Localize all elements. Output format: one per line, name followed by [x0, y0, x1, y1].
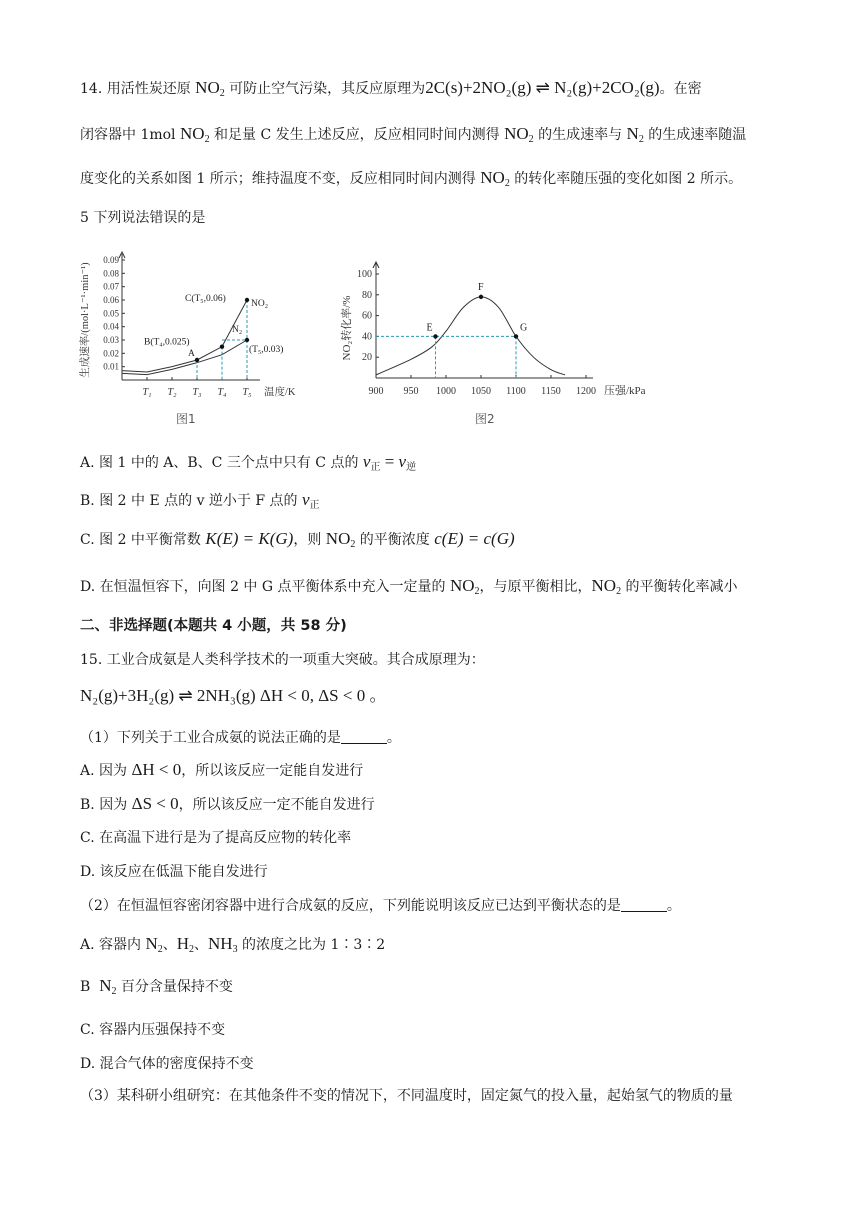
y-axis-label: NO₂转化率/%	[341, 295, 353, 361]
x-tick-label: 900	[368, 386, 384, 397]
x-tick-label: T₅	[242, 387, 252, 398]
y-axis-label: 生成速率/(mol·L⁻¹·min⁻¹)	[80, 262, 91, 378]
q15-part1-option-a: A. 因为 ΔH < 0，所以该反应一定能自发进行	[80, 760, 364, 779]
y-tick-label: 0.07	[103, 281, 119, 292]
figure-1-caption: 图1	[176, 412, 196, 426]
conversion-curve	[376, 297, 565, 375]
point-label-a: A	[188, 349, 195, 359]
data-point	[220, 344, 224, 348]
y-tick-label: 0.06	[103, 295, 119, 305]
data-point	[514, 334, 518, 338]
point-label-b: B(T₄,0.025)	[144, 337, 190, 348]
figure-1-chart	[74, 248, 304, 430]
point-label: E	[426, 322, 433, 334]
data-point	[245, 338, 249, 342]
y-tick-label: 0.03	[103, 335, 119, 345]
x-tick-label: T₁	[142, 387, 152, 398]
series-no2-line	[122, 300, 247, 372]
q15-equation: N₂(g)+3H₂(g) ⇌ 2NH₃(g) ΔH < 0, ΔS < 0 。	[80, 686, 387, 705]
q15-intro: 15. 工业合成氨是人类科学技术的一项重大突破。其合成原理为：	[80, 652, 485, 668]
data-point	[245, 298, 249, 302]
y-tick-label: 40	[362, 331, 372, 343]
y-tick-label: 20	[362, 352, 372, 364]
x-tick-label: 1000	[436, 386, 456, 397]
section-2-heading: 二、非选择题(本题共 4 小题，共 58 分)	[80, 618, 347, 634]
y-tick-label: 0.04	[103, 321, 119, 332]
q14-option-a: A. 图 1 中的 A、B、C 三个点中只有 C 点的 $v_正 = v_逆$	[80, 452, 417, 473]
x-axis-label: 温度/K	[264, 387, 296, 398]
x-tick-label: 1200	[576, 386, 596, 397]
point-label-c: C(T₅,0.06)	[185, 294, 226, 304]
q14-option-b: B. 图 2 中 E 点的 v 逆小于 F 点的 $v_正$	[80, 490, 320, 511]
data-point	[479, 295, 483, 299]
series-label-no2: NO₂	[251, 299, 269, 309]
q15-part2: （2）在恒温恒容密闭容器中进行合成氨的反应，下列能说明该反应已达到平衡状态的是 。	[80, 898, 681, 914]
x-tick-label: 1150	[541, 386, 561, 397]
series-label-n2: N₂	[232, 325, 243, 335]
x-axis-label: 压强/kPa	[604, 385, 646, 397]
figure-2-chart	[330, 258, 680, 403]
y-tick-label: 0.08	[103, 268, 119, 279]
x-tick-label: 950	[403, 386, 419, 397]
q15-part2-option-c: C. 容器内压强保持不变	[80, 1022, 226, 1038]
x-tick-label: 1100	[506, 386, 526, 397]
q14-option-c: C. 图 2 中平衡常数 K(E) = K(G)，则 $NO_2$ 的平衡浓度 c(E) = c(G)	[80, 529, 515, 550]
point-label: F	[478, 281, 484, 293]
y-tick-label: 0.02	[103, 348, 119, 359]
q15-part3: （3）某科研小组研究：在其他条件不变的情况下，不同温度时，固定氮气的投入量，起始氢气的物质的量	[80, 1088, 733, 1104]
data-point	[195, 358, 199, 362]
q14-reaction-equation: 2C(s)+2NO₂(g) ⇌ N₂(g)+2CO₂(g)	[425, 78, 660, 97]
point-label: G	[520, 322, 528, 334]
q15-part1-option-c: C. 在高温下进行是为了提高反应物的转化率	[80, 830, 352, 846]
q15-part1-option-b: B. 因为 ΔS < 0，所以该反应一定不能自发进行	[80, 794, 375, 813]
x-tick-label: T₃	[192, 387, 202, 398]
q15-part1-option-d: D. 该反应在低温下能自发进行	[80, 864, 268, 880]
x-tick-label: 1050	[471, 386, 491, 397]
x-tick-label: T₄	[217, 387, 227, 398]
q14-line2: 闭容器中 1mol $NO_2$ 和足量 C 发生上述反应，反应相同时间内测得 $NO_2$ 的生成速率与 $N_2$ 的生成速率随温	[80, 124, 747, 145]
q14-line3: 度变化的关系如图 1 所示；维持温度不变，反应相同时间内测得 $NO_2$ 的转化率随压强的变化如图 2 所示。	[80, 168, 743, 189]
q14-line1: 14. 用活性炭还原 $NO_2$ 可防止空气污染，其反应原理为2C(s)+2NO₂(g) ⇌ N₂(g)+2CO₂(g)。在密	[80, 78, 702, 99]
answer-blank-2[interactable]	[621, 897, 667, 912]
y-tick-label: 80	[362, 289, 372, 301]
figure-2-caption: 图2	[475, 412, 495, 426]
y-tick-label: 0.05	[103, 308, 119, 319]
q14-option-d: D. 在恒温恒容下，向图 2 中 G 点平衡体系中充入一定量的 $NO_2$，与原平衡相比，$NO_2$ 的平衡转化率减小	[80, 576, 738, 597]
data-point	[433, 334, 437, 338]
q15-part1: （1）下列关于工业合成氨的说法正确的是 。	[80, 730, 401, 746]
q15-part2-option-d: D. 混合气体的密度保持不变	[80, 1056, 254, 1072]
y-tick-label: 0.01	[103, 361, 119, 372]
q15-part2-option-b: B $N_2$ 百分含量保持不变	[80, 976, 233, 997]
answer-blank-1[interactable]	[341, 729, 387, 744]
q15-part2-option-a: A. 容器内 $N_2$、$H_2$、$NH_3$ 的浓度之比为 1∶3∶2	[80, 934, 386, 955]
q14-line4: 5 下列说法错误的是	[80, 210, 206, 226]
y-tick-label: 100	[357, 269, 372, 280]
point-label-n2: (T₅,0.03)	[249, 345, 284, 355]
x-tick-label: T₂	[167, 387, 177, 398]
y-tick-label: 0.09	[103, 255, 119, 265]
y-tick-label: 60	[362, 310, 372, 322]
